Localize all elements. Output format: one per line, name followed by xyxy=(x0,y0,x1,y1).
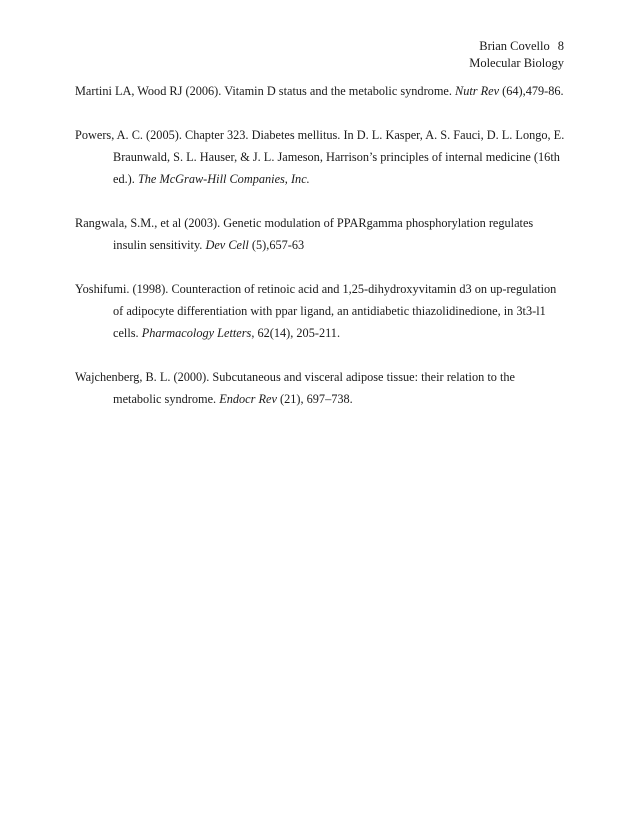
reference-text: Rangwala, S.M., et al (2003). Genetic modulation of PPARgamma phosphorylation regulates insulin sensitivity. xyxy=(75,216,534,252)
reference-list xyxy=(75,80,565,432)
reference-details: (5),657-63 xyxy=(248,238,305,252)
reference-entry xyxy=(75,278,565,344)
reference-details: (64),479-86. xyxy=(499,84,564,98)
reference-details: , 62(14), 205-211. xyxy=(251,326,341,340)
reference-entry xyxy=(75,124,565,190)
reference-text: Martini LA, Wood RJ (2006). Vitamin D status and the metabolic syndrome. xyxy=(75,84,455,98)
reference-journal: Nutr Rev xyxy=(455,84,500,98)
reference-entry xyxy=(75,366,565,410)
page-number: 8 xyxy=(557,39,564,53)
reference-entry xyxy=(75,212,565,256)
header-author-line xyxy=(469,38,564,55)
reference-text: Wajchenberg, B. L. (2000). Subcutaneous and visceral adipose tissue: their relation to the metabolic syndrome. xyxy=(75,370,515,406)
reference-journal: The McGraw-Hill Companies, Inc. xyxy=(137,172,310,186)
header-course: Molecular Biology xyxy=(469,56,564,70)
reference-journal: Endocr Rev xyxy=(219,392,277,406)
reference-details: (21), 697–738. xyxy=(276,392,353,406)
reference-journal: Dev Cell xyxy=(205,238,249,252)
reference-entry xyxy=(75,80,565,102)
running-header xyxy=(469,38,564,72)
reference-journal: Pharmacology Letters xyxy=(141,326,252,340)
reference-text: Powers, A. C. (2005). Chapter 323. Diabetes mellitus. In D. L. Kasper, A. S. Fauci, D. L. Longo, E. Braunwald, S. L. Hauser, & J. L. Jameson, Harrison’s principles of internal medicine (16th ed.). xyxy=(75,128,565,186)
header-author: Brian Covello xyxy=(479,39,550,53)
reference-text: Yoshifumi. (1998). Counteraction of retinoic acid and 1,25-dihydroxyvitamin d3 on up-regulation of adipocyte differentiation with ppar ligand, an antidiabetic thiazolidinedione, in 3t3-l1 cells. xyxy=(75,282,557,340)
